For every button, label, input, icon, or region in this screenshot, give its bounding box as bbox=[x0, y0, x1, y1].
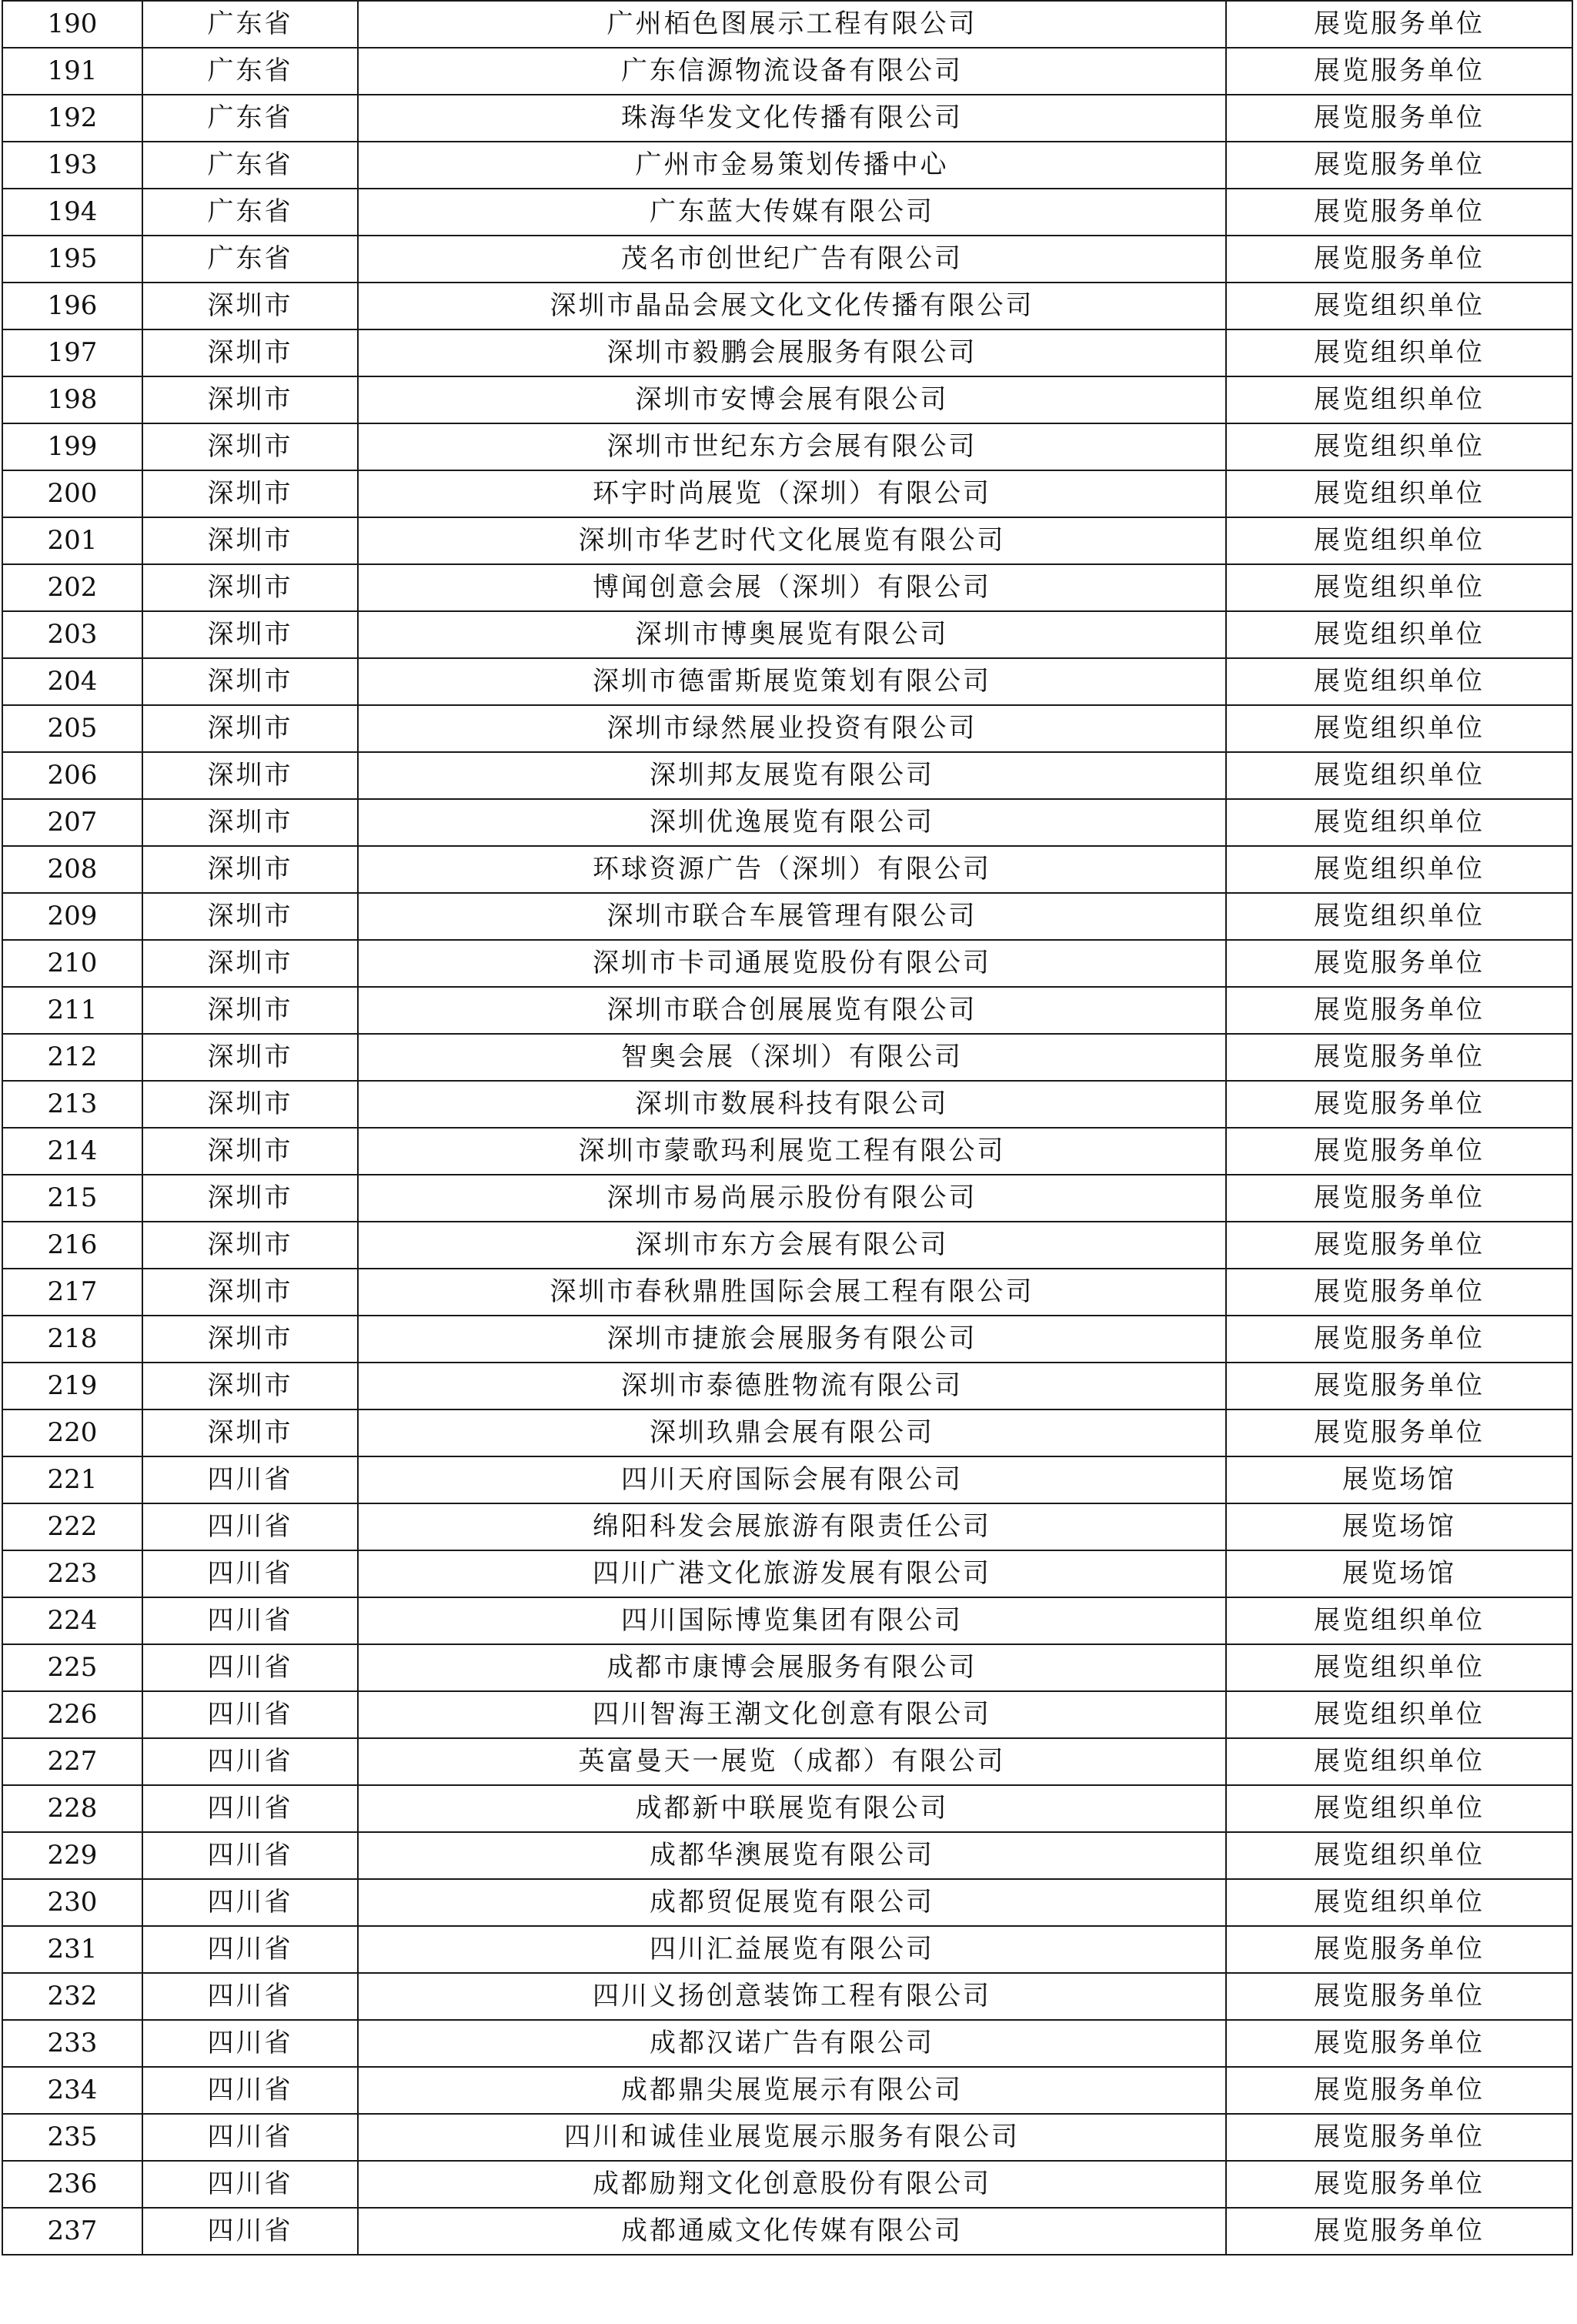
company-name-cell: 成都汉诺广告有限公司 bbox=[358, 2020, 1226, 2067]
table-row bbox=[2, 2067, 1572, 2114]
table-row bbox=[2, 846, 1572, 893]
table-row bbox=[2, 470, 1572, 517]
company-name-cell: 深圳市卡司通展览股份有限公司 bbox=[358, 940, 1226, 987]
row-number-cell: 204 bbox=[2, 658, 142, 705]
table-row bbox=[2, 1550, 1572, 1597]
table-row bbox=[2, 1128, 1572, 1175]
company-name-cell: 茂名市创世纪广告有限公司 bbox=[358, 236, 1226, 283]
row-number-cell: 222 bbox=[2, 1503, 142, 1550]
company-name-cell: 智奥会展（深圳）有限公司 bbox=[358, 1034, 1226, 1081]
row-number-cell: 229 bbox=[2, 1832, 142, 1879]
region-cell: 深圳市 bbox=[142, 1409, 358, 1456]
table-row bbox=[2, 1081, 1572, 1128]
unit-type-cell: 展览组织单位 bbox=[1226, 1879, 1572, 1926]
unit-type-cell: 展览组织单位 bbox=[1226, 1738, 1572, 1785]
row-number-cell: 219 bbox=[2, 1363, 142, 1409]
company-name-cell: 深圳市易尚展示股份有限公司 bbox=[358, 1175, 1226, 1222]
row-number-cell: 214 bbox=[2, 1128, 142, 1175]
unit-type-cell: 展览服务单位 bbox=[1226, 2208, 1572, 2255]
row-number-cell: 209 bbox=[2, 893, 142, 940]
row-number-cell: 193 bbox=[2, 142, 142, 189]
unit-type-cell: 展览组织单位 bbox=[1226, 283, 1572, 329]
company-name-cell: 成都贸促展览有限公司 bbox=[358, 1879, 1226, 1926]
unit-type-cell: 展览服务单位 bbox=[1226, 1973, 1572, 2020]
region-cell: 深圳市 bbox=[142, 893, 358, 940]
company-name-cell: 深圳邦友展览有限公司 bbox=[358, 752, 1226, 799]
region-cell: 深圳市 bbox=[142, 752, 358, 799]
company-name-cell: 珠海华发文化传播有限公司 bbox=[358, 95, 1226, 142]
region-cell: 深圳市 bbox=[142, 470, 358, 517]
unit-type-cell: 展览组织单位 bbox=[1226, 705, 1572, 752]
row-number-cell: 190 bbox=[2, 1, 142, 48]
company-name-cell: 广州市金易策划传播中心 bbox=[358, 142, 1226, 189]
table-row bbox=[2, 2208, 1572, 2255]
company-name-cell: 环宇时尚展览（深圳）有限公司 bbox=[358, 470, 1226, 517]
company-name-cell: 博闻创意会展（深圳）有限公司 bbox=[358, 564, 1226, 611]
company-name-cell: 四川义扬创意装饰工程有限公司 bbox=[358, 1973, 1226, 2020]
exhibition-company-table bbox=[2, 0, 1573, 2255]
company-name-cell: 成都通威文化传媒有限公司 bbox=[358, 2208, 1226, 2255]
table-row bbox=[2, 1456, 1572, 1503]
table-row bbox=[2, 611, 1572, 658]
region-cell: 深圳市 bbox=[142, 611, 358, 658]
company-name-cell: 深圳市绿然展业投资有限公司 bbox=[358, 705, 1226, 752]
table-row bbox=[2, 1503, 1572, 1550]
table-row bbox=[2, 1175, 1572, 1222]
unit-type-cell: 展览场馆 bbox=[1226, 1503, 1572, 1550]
region-cell: 深圳市 bbox=[142, 564, 358, 611]
region-cell: 四川省 bbox=[142, 1550, 358, 1597]
region-cell: 深圳市 bbox=[142, 1034, 358, 1081]
row-number-cell: 192 bbox=[2, 95, 142, 142]
unit-type-cell: 展览组织单位 bbox=[1226, 1832, 1572, 1879]
table-body bbox=[2, 1, 1572, 2255]
unit-type-cell: 展览服务单位 bbox=[1226, 2114, 1572, 2161]
row-number-cell: 207 bbox=[2, 799, 142, 846]
company-name-cell: 深圳市联合车展管理有限公司 bbox=[358, 893, 1226, 940]
table-row bbox=[2, 95, 1572, 142]
company-name-cell: 四川智海王潮文化创意有限公司 bbox=[358, 1691, 1226, 1738]
table-row bbox=[2, 48, 1572, 95]
region-cell: 深圳市 bbox=[142, 517, 358, 564]
company-name-cell: 四川广港文化旅游发展有限公司 bbox=[358, 1550, 1226, 1597]
region-cell: 四川省 bbox=[142, 1973, 358, 2020]
unit-type-cell: 展览服务单位 bbox=[1226, 1175, 1572, 1222]
table-row bbox=[2, 987, 1572, 1034]
region-cell: 四川省 bbox=[142, 2208, 358, 2255]
row-number-cell: 234 bbox=[2, 2067, 142, 2114]
unit-type-cell: 展览组织单位 bbox=[1226, 329, 1572, 376]
region-cell: 深圳市 bbox=[142, 283, 358, 329]
region-cell: 四川省 bbox=[142, 2161, 358, 2208]
region-cell: 深圳市 bbox=[142, 1363, 358, 1409]
unit-type-cell: 展览组织单位 bbox=[1226, 564, 1572, 611]
unit-type-cell: 展览场馆 bbox=[1226, 1456, 1572, 1503]
region-cell: 深圳市 bbox=[142, 940, 358, 987]
table-row bbox=[2, 658, 1572, 705]
row-number-cell: 197 bbox=[2, 329, 142, 376]
table-row bbox=[2, 236, 1572, 283]
company-name-cell: 深圳市华艺时代文化展览有限公司 bbox=[358, 517, 1226, 564]
unit-type-cell: 展览服务单位 bbox=[1226, 2067, 1572, 2114]
region-cell: 广东省 bbox=[142, 142, 358, 189]
region-cell: 深圳市 bbox=[142, 658, 358, 705]
region-cell: 四川省 bbox=[142, 1503, 358, 1550]
region-cell: 广东省 bbox=[142, 236, 358, 283]
table-row bbox=[2, 799, 1572, 846]
company-name-cell: 深圳市捷旅会展服务有限公司 bbox=[358, 1316, 1226, 1363]
table-row bbox=[2, 1222, 1572, 1269]
region-cell: 四川省 bbox=[142, 2114, 358, 2161]
unit-type-cell: 展览服务单位 bbox=[1226, 1222, 1572, 1269]
table-row bbox=[2, 1832, 1572, 1879]
row-number-cell: 208 bbox=[2, 846, 142, 893]
unit-type-cell: 展览组织单位 bbox=[1226, 1785, 1572, 1832]
unit-type-cell: 展览服务单位 bbox=[1226, 236, 1572, 283]
company-name-cell: 广东信源物流设备有限公司 bbox=[358, 48, 1226, 95]
row-number-cell: 223 bbox=[2, 1550, 142, 1597]
company-name-cell: 深圳市东方会展有限公司 bbox=[358, 1222, 1226, 1269]
company-name-cell: 四川天府国际会展有限公司 bbox=[358, 1456, 1226, 1503]
table-row bbox=[2, 1879, 1572, 1926]
unit-type-cell: 展览服务单位 bbox=[1226, 987, 1572, 1034]
region-cell: 深圳市 bbox=[142, 376, 358, 423]
table-row bbox=[2, 283, 1572, 329]
region-cell: 深圳市 bbox=[142, 1316, 358, 1363]
row-number-cell: 228 bbox=[2, 1785, 142, 1832]
region-cell: 广东省 bbox=[142, 1, 358, 48]
unit-type-cell: 展览服务单位 bbox=[1226, 48, 1572, 95]
unit-type-cell: 展览场馆 bbox=[1226, 1550, 1572, 1597]
row-number-cell: 232 bbox=[2, 1973, 142, 2020]
region-cell: 深圳市 bbox=[142, 987, 358, 1034]
company-name-cell: 四川国际博览集团有限公司 bbox=[358, 1597, 1226, 1644]
table-row bbox=[2, 1926, 1572, 1973]
company-name-cell: 成都励翔文化创意股份有限公司 bbox=[358, 2161, 1226, 2208]
row-number-cell: 216 bbox=[2, 1222, 142, 1269]
unit-type-cell: 展览组织单位 bbox=[1226, 611, 1572, 658]
unit-type-cell: 展览服务单位 bbox=[1226, 2161, 1572, 2208]
company-name-cell: 环球资源广告（深圳）有限公司 bbox=[358, 846, 1226, 893]
row-number-cell: 200 bbox=[2, 470, 142, 517]
company-name-cell: 绵阳科发会展旅游有限责任公司 bbox=[358, 1503, 1226, 1550]
row-number-cell: 215 bbox=[2, 1175, 142, 1222]
table-row bbox=[2, 893, 1572, 940]
table-row bbox=[2, 705, 1572, 752]
region-cell: 四川省 bbox=[142, 1691, 358, 1738]
region-cell: 广东省 bbox=[142, 189, 358, 236]
row-number-cell: 201 bbox=[2, 517, 142, 564]
company-name-cell: 深圳市联合创展展览有限公司 bbox=[358, 987, 1226, 1034]
table-row bbox=[2, 2114, 1572, 2161]
row-number-cell: 195 bbox=[2, 236, 142, 283]
company-name-cell: 成都市康博会展服务有限公司 bbox=[358, 1644, 1226, 1691]
unit-type-cell: 展览组织单位 bbox=[1226, 1644, 1572, 1691]
region-cell: 四川省 bbox=[142, 1832, 358, 1879]
region-cell: 四川省 bbox=[142, 1456, 358, 1503]
company-name-cell: 深圳优逸展览有限公司 bbox=[358, 799, 1226, 846]
unit-type-cell: 展览服务单位 bbox=[1226, 142, 1572, 189]
region-cell: 四川省 bbox=[142, 2020, 358, 2067]
row-number-cell: 218 bbox=[2, 1316, 142, 1363]
table-row bbox=[2, 376, 1572, 423]
unit-type-cell: 展览服务单位 bbox=[1226, 2020, 1572, 2067]
row-number-cell: 210 bbox=[2, 940, 142, 987]
table-row bbox=[2, 1785, 1572, 1832]
table-row bbox=[2, 1, 1572, 48]
company-name-cell: 四川汇益展览有限公司 bbox=[358, 1926, 1226, 1973]
unit-type-cell: 展览服务单位 bbox=[1226, 189, 1572, 236]
table-row bbox=[2, 517, 1572, 564]
row-number-cell: 206 bbox=[2, 752, 142, 799]
unit-type-cell: 展览组织单位 bbox=[1226, 1597, 1572, 1644]
table-row bbox=[2, 1597, 1572, 1644]
region-cell: 深圳市 bbox=[142, 705, 358, 752]
unit-type-cell: 展览组织单位 bbox=[1226, 752, 1572, 799]
row-number-cell: 225 bbox=[2, 1644, 142, 1691]
region-cell: 四川省 bbox=[142, 1926, 358, 1973]
table-row bbox=[2, 1316, 1572, 1363]
unit-type-cell: 展览组织单位 bbox=[1226, 658, 1572, 705]
row-number-cell: 221 bbox=[2, 1456, 142, 1503]
row-number-cell: 220 bbox=[2, 1409, 142, 1456]
region-cell: 广东省 bbox=[142, 95, 358, 142]
row-number-cell: 199 bbox=[2, 423, 142, 470]
unit-type-cell: 展览服务单位 bbox=[1226, 1034, 1572, 1081]
row-number-cell: 227 bbox=[2, 1738, 142, 1785]
row-number-cell: 194 bbox=[2, 189, 142, 236]
table-row bbox=[2, 2020, 1572, 2067]
table-row bbox=[2, 940, 1572, 987]
unit-type-cell: 展览组织单位 bbox=[1226, 846, 1572, 893]
table-row bbox=[2, 1691, 1572, 1738]
unit-type-cell: 展览组织单位 bbox=[1226, 893, 1572, 940]
row-number-cell: 213 bbox=[2, 1081, 142, 1128]
company-name-cell: 深圳市世纪东方会展有限公司 bbox=[358, 423, 1226, 470]
table-row bbox=[2, 1269, 1572, 1316]
row-number-cell: 235 bbox=[2, 2114, 142, 2161]
table-row bbox=[2, 1973, 1572, 2020]
row-number-cell: 202 bbox=[2, 564, 142, 611]
row-number-cell: 231 bbox=[2, 1926, 142, 1973]
unit-type-cell: 展览服务单位 bbox=[1226, 1081, 1572, 1128]
region-cell: 深圳市 bbox=[142, 799, 358, 846]
unit-type-cell: 展览服务单位 bbox=[1226, 1128, 1572, 1175]
table-row bbox=[2, 1034, 1572, 1081]
unit-type-cell: 展览组织单位 bbox=[1226, 517, 1572, 564]
table-row bbox=[2, 1738, 1572, 1785]
region-cell: 深圳市 bbox=[142, 423, 358, 470]
row-number-cell: 205 bbox=[2, 705, 142, 752]
table-row bbox=[2, 564, 1572, 611]
unit-type-cell: 展览组织单位 bbox=[1226, 799, 1572, 846]
unit-type-cell: 展览服务单位 bbox=[1226, 95, 1572, 142]
unit-type-cell: 展览服务单位 bbox=[1226, 1926, 1572, 1973]
region-cell: 四川省 bbox=[142, 1785, 358, 1832]
region-cell: 四川省 bbox=[142, 1597, 358, 1644]
region-cell: 深圳市 bbox=[142, 329, 358, 376]
company-name-cell: 深圳市晶品会展文化文化传播有限公司 bbox=[358, 283, 1226, 329]
company-name-cell: 成都鼎尖展览展示有限公司 bbox=[358, 2067, 1226, 2114]
row-number-cell: 226 bbox=[2, 1691, 142, 1738]
unit-type-cell: 展览组织单位 bbox=[1226, 1691, 1572, 1738]
company-name-cell: 深圳市德雷斯展览策划有限公司 bbox=[358, 658, 1226, 705]
region-cell: 四川省 bbox=[142, 1644, 358, 1691]
row-number-cell: 212 bbox=[2, 1034, 142, 1081]
unit-type-cell: 展览服务单位 bbox=[1226, 1316, 1572, 1363]
company-name-cell: 深圳市蒙歌玛利展览工程有限公司 bbox=[358, 1128, 1226, 1175]
company-name-cell: 深圳市安博会展有限公司 bbox=[358, 376, 1226, 423]
region-cell: 四川省 bbox=[142, 2067, 358, 2114]
company-name-cell: 成都新中联展览有限公司 bbox=[358, 1785, 1226, 1832]
company-name-cell: 深圳市毅鹏会展服务有限公司 bbox=[358, 329, 1226, 376]
unit-type-cell: 展览服务单位 bbox=[1226, 1, 1572, 48]
row-number-cell: 203 bbox=[2, 611, 142, 658]
company-name-cell: 英富曼天一展览（成都）有限公司 bbox=[358, 1738, 1226, 1785]
row-number-cell: 211 bbox=[2, 987, 142, 1034]
company-name-cell: 深圳玖鼎会展有限公司 bbox=[358, 1409, 1226, 1456]
table-row bbox=[2, 1363, 1572, 1409]
row-number-cell: 217 bbox=[2, 1269, 142, 1316]
table-row bbox=[2, 1409, 1572, 1456]
unit-type-cell: 展览组织单位 bbox=[1226, 423, 1572, 470]
unit-type-cell: 展览服务单位 bbox=[1226, 940, 1572, 987]
table-row bbox=[2, 752, 1572, 799]
table-row bbox=[2, 329, 1572, 376]
unit-type-cell: 展览服务单位 bbox=[1226, 1409, 1572, 1456]
region-cell: 深圳市 bbox=[142, 1175, 358, 1222]
company-name-cell: 深圳市泰德胜物流有限公司 bbox=[358, 1363, 1226, 1409]
unit-type-cell: 展览组织单位 bbox=[1226, 470, 1572, 517]
unit-type-cell: 展览服务单位 bbox=[1226, 1269, 1572, 1316]
table-row bbox=[2, 189, 1572, 236]
unit-type-cell: 展览组织单位 bbox=[1226, 376, 1572, 423]
row-number-cell: 236 bbox=[2, 2161, 142, 2208]
row-number-cell: 230 bbox=[2, 1879, 142, 1926]
company-name-cell: 深圳市数展科技有限公司 bbox=[358, 1081, 1226, 1128]
region-cell: 四川省 bbox=[142, 1879, 358, 1926]
company-name-cell: 四川和诚佳业展览展示服务有限公司 bbox=[358, 2114, 1226, 2161]
row-number-cell: 237 bbox=[2, 2208, 142, 2255]
company-name-cell: 深圳市春秋鼎胜国际会展工程有限公司 bbox=[358, 1269, 1226, 1316]
table-row bbox=[2, 423, 1572, 470]
region-cell: 深圳市 bbox=[142, 1269, 358, 1316]
table-row bbox=[2, 1644, 1572, 1691]
company-name-cell: 广东蓝大传媒有限公司 bbox=[358, 189, 1226, 236]
table-row bbox=[2, 142, 1572, 189]
row-number-cell: 224 bbox=[2, 1597, 142, 1644]
row-number-cell: 233 bbox=[2, 2020, 142, 2067]
region-cell: 深圳市 bbox=[142, 1081, 358, 1128]
region-cell: 深圳市 bbox=[142, 1128, 358, 1175]
region-cell: 四川省 bbox=[142, 1738, 358, 1785]
region-cell: 深圳市 bbox=[142, 1222, 358, 1269]
row-number-cell: 198 bbox=[2, 376, 142, 423]
row-number-cell: 191 bbox=[2, 48, 142, 95]
company-name-cell: 深圳市博奥展览有限公司 bbox=[358, 611, 1226, 658]
company-name-cell: 成都华澳展览有限公司 bbox=[358, 1832, 1226, 1879]
region-cell: 广东省 bbox=[142, 48, 358, 95]
unit-type-cell: 展览服务单位 bbox=[1226, 1363, 1572, 1409]
row-number-cell: 196 bbox=[2, 283, 142, 329]
table-row bbox=[2, 2161, 1572, 2208]
region-cell: 深圳市 bbox=[142, 846, 358, 893]
company-name-cell: 广州栢色图展示工程有限公司 bbox=[358, 1, 1226, 48]
